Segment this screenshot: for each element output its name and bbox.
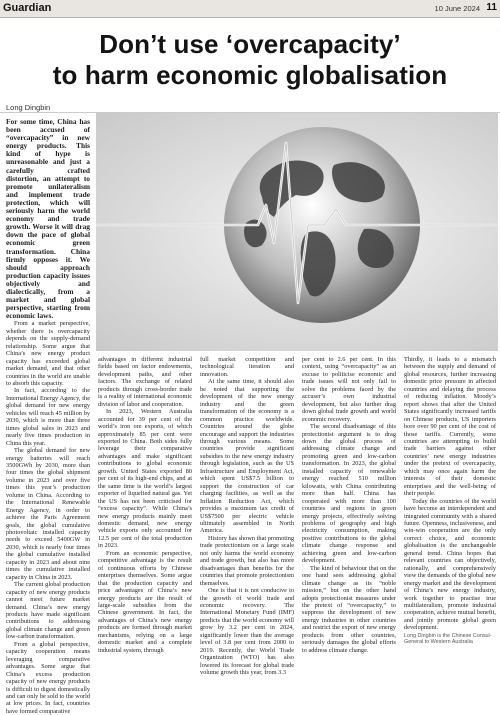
paragraph: History has shown that promoting trade protectionism on a large scale not only harms the world economy and trade growth, but also has more disadvantages than benefits for the countries that promote protectionism themselves. [200,534,294,587]
paragraph: The current global production capacity of new energy products cannot meet future market demand. China’s new energy products have made significant contributions to addressing global climate change and green low-carbon transformation. [6,581,90,641]
headline-line-2: to harm economic globalisation [52,60,448,90]
page-number: 11 [486,2,497,13]
masthead: Guardian [3,2,52,14]
top-bar [0,0,500,18]
paragraph: In 2023, Western Australia accounted for 39 per cent of the world’s iron ore exports, of which approximately 85 per cent were exported to China. Both sides fully leverage their comparative advantages and make significant contributions to global economic growth. United States exported 80 per cent of its high-end chips, and at the same time is the world’s largest exporter of liquefied natural gas. Yet the US has not been criticised for “excess capacity”. While China’s new energy products mainly meet domestic demand, new energy vehicle exports only accounted for 12.5 per cent of the total production in 2023. [98,408,192,550]
paragraph: The kind of behaviour that on the one hand sees addressing global climate change as its “noble mission,” but on the other hand adopts protectionist measures under the pretext of “overcapacity,” to suppress the development of new energy industries in other countries and restrict the export of new energy products from other countries, seriously damages the global efforts to address climate change. [302,564,396,654]
issue-date: 10 June 2024 [434,4,480,13]
article-column-2 [98,356,192,654]
article-column-3 [200,356,294,677]
paragraph: From a market perspective, whether there is overcapacity depends on the supply-demand relationship. Some argue that China’s new energy product capacity has exceeded global market demand, and that other countries in the world are unable to absorb this capacity. [6,320,90,387]
headline [0,29,500,91]
paragraph: advantages in different industrial fields based on factor endowments, development paths, and other factors. The exchange of related products through cross-border trade is a reality of international economic division of labor and cooperation. [98,356,192,408]
article-column-5 [404,356,496,646]
byline: Long Dingbin [6,103,51,112]
paragraph: One is that it is not conducive to the growth of world trade and economic recovery. The International Monetary Fund (IMF) predicts that the world economy will grow by 3.2 per cent in 2024, significantly lower than the average level of 3.8 per cent from 2000 to 2019. Recently, the World Trade Organization (WTO) has also lowered its forecast for global trade volume growth this year, from 3.3 [200,587,294,677]
paragraph: From an economic perspective, competitive advantage is the result of continuous efforts by Chinese enterprises themselves. Some argue that the production capacity and price advantages of China’s new energy products are the result of large-scale subsidies from the Chinese government. In fact, the advantages of China’s new energy products are formed through market mechanisms, relying on a large domestic market and a complete industrial system, through [98,549,192,654]
paragraph: per cent to 2.6 per cent. In this context, using “overcapacity” as an excuse to politicise economic and trade issues will not only fail to solve the problems faced by the accuser’s own industrial development, but also further drag down global trade growth and world economic recovery. [302,356,396,423]
headline-line-1: Don’t use ‘overcapacity’ [99,29,401,59]
article-column-4 [302,356,396,654]
lead-paragraph: For some time, China has been accused of “overcapacity” in new energy products. This kind of hype is unreasonable and just a carefully crafted distortion, an attempt to promote unilateralism and implement trade protection, which will seriously harm the world economy and trade growth. Worse it will drag down the pace of global economic green transformation. China firmly opposes it. We should approach production capacity issues objectively and dialectically, from a market and global perspective, starting from economic laws. [6,117,90,321]
author-credit: Long Dingbin is the Chinese Consul-General to Western Australia [404,632,492,646]
paragraph: Today the countries of the world have become an interdependent and integrated community with a shared future. Openness, inclusiveness, and win-win cooperation are the only correct choice, and economic globalisation is the unchangeable general trend. China hopes that relevant countries can objectively, rationally, and comprehensively view the demands of the global new energy market and the development of China’s new energy industry, work together to practise true multilateralism, promote industrial cooperation, achieve mutual benefit, and jointly promote global green development. [404,497,496,632]
paragraph: Thirdly, it leads to a mismatch between the supply and demand of global resources, further increasing domestic price pressure in affected countries and delaying the process of reducing inflation. Moody’s report shows that after the United States significantly increased tariffs on Chinese products, US importers bore over 90 per cent of the cost of those tariffs. Currently, some countries are attempting to build trade barriers against other countries’ new energy industries under the pretext of overcapacity, which may once again harm the interests of their domestic enterprises and the well-being of their people. [404,356,496,498]
paragraph: full market competition and technological iteration and innovation. [200,356,294,378]
paragraph: From a global perspective, capacity cooperation means leveraging comparative advantages. Some argue that China’s excess production capacity of new energy products is difficult to digest domestically and can only be sold to the world at low prices. In fact, countries have formed comparative [6,640,90,715]
globe-illustration [96,113,498,351]
paragraph: In fact, according to the International Energy Agency, the global demand for new energy vehicles will reach 45 million by 2030, which is more than three times global sales in 2023 and nearly five times production in China this year. [6,387,90,447]
article-column-1 [6,117,90,715]
paragraph: At the same time, it should also be noted that supporting the development of the new energy industry and the green transformation of the economy is a common practice worldwide. Countries around the globe encourage and support the industries through various means. Some countries provide significant subsidies to the new energy industry through legislation, such as the US Infrastructure and Employment Act, which spent US$7.5 billion to support the construction of car charging facilities, as well as the Inflation Reduction Act, which provides a maximum tax credit of US$7500 per electric vehicle ultimately assembled in North America. [200,378,294,535]
globe-heartbeat-photo [96,113,498,351]
paragraph: The global demand for new energy batteries will reach 3500GWh by 2030, more than four times the global shipment volume in 2023 and over five times this year’s production volume in China. According to the International Renewable Energy Agency, in order to achieve the Paris Agreement goals, the global cumulative photovoltaic installed capacity needs to exceed 5400GW in 2030, which is nearly four times the global cumulative installed capacity in 2023 and about nine times the cumulative installed capacity in China in 2023. [6,447,90,581]
paragraph: The second disadvantage of this protectionist argument is to drag down the global process of addressing climate change and promoting green and low-carbon transformation. In 2023, the global installed capacity of renewable energy reached 510 million kilowatts, with China contributing more than half. China has cooperated with more than 100 countries and regions in green energy projects, effectively solving problems of geography and high electricity consumption, making positive contributions to the global climate change response and achieving green and low-carbon development. [302,423,396,565]
